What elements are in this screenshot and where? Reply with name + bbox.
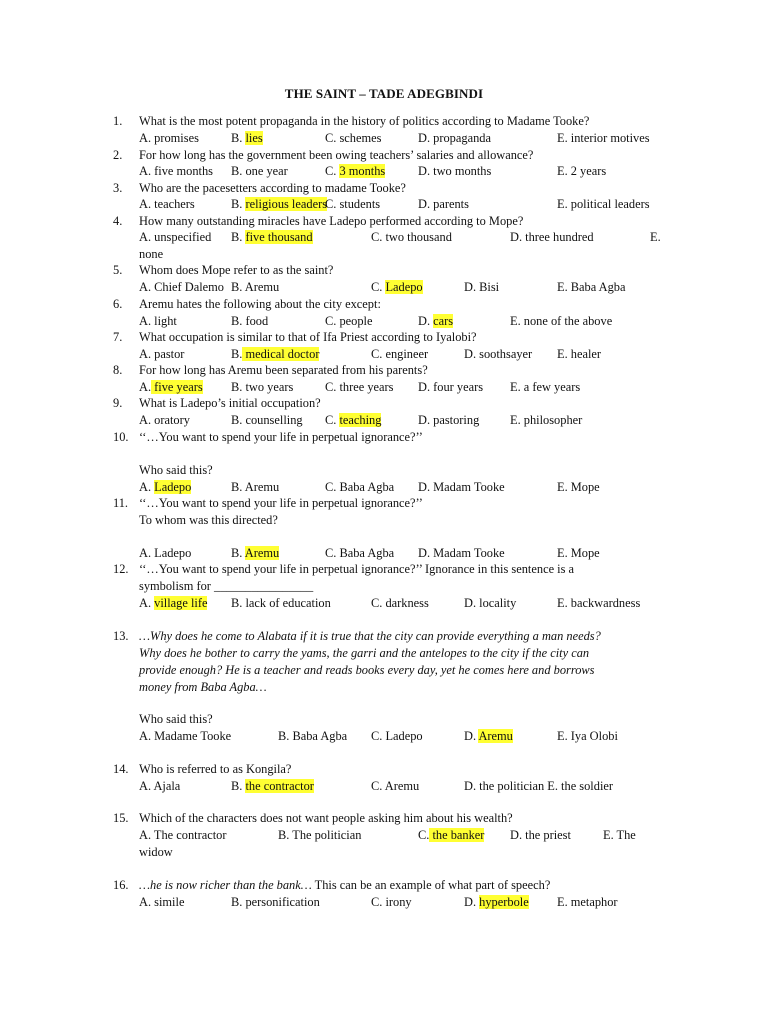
option-letter: B. — [231, 480, 245, 494]
question-text — [139, 761, 291, 777]
question-prompt: Who said this? — [139, 712, 213, 726]
answer-option — [464, 595, 516, 611]
option-text: simile — [154, 895, 185, 909]
answer-option — [231, 313, 268, 329]
option-text: two thousand — [385, 230, 452, 244]
question-text — [139, 395, 321, 411]
question-number: 2. — [113, 148, 123, 162]
answer-option — [139, 595, 207, 611]
option-letter: B. — [278, 828, 293, 842]
answer-option — [278, 728, 347, 744]
question-text-content: ‘‘…You want to spend your life in perpetual ignorance?’’ — [139, 430, 423, 444]
question-text — [139, 296, 381, 312]
question-number: 16. — [113, 878, 129, 892]
answer-option — [231, 412, 303, 428]
answer-option — [464, 279, 499, 295]
option-letter: A. — [139, 729, 155, 743]
option-letter: D. — [418, 314, 434, 328]
option-text: people — [339, 314, 373, 328]
option-letter: C. — [371, 280, 386, 294]
highlighted-answer: teaching — [339, 413, 382, 427]
option-text: the priest — [525, 828, 571, 842]
answer-option — [139, 229, 211, 245]
answer-option — [139, 279, 224, 295]
answer-option — [510, 827, 571, 843]
question-number: 14. — [113, 762, 129, 776]
option-letter: D. — [510, 230, 526, 244]
option-letter: A. — [139, 347, 155, 361]
option-text: The contractor — [153, 828, 227, 842]
answer-option — [231, 163, 288, 179]
option-letter: C. — [325, 546, 340, 560]
question-number: 9. — [113, 396, 123, 410]
highlighted-answer: Ladepo — [154, 480, 192, 494]
option-text: Aremu — [384, 779, 420, 793]
option-letter: B. — [231, 280, 245, 294]
answer-option — [139, 412, 190, 428]
highlighted-answer: Aremu — [478, 729, 513, 743]
answer-option — [650, 229, 661, 245]
option-text: Madame Tooke — [154, 729, 232, 743]
answer-option — [231, 196, 327, 212]
option-letter: B. — [231, 347, 243, 361]
highlighted-answer: cars — [433, 314, 454, 328]
option-letter: D. — [510, 828, 526, 842]
question-text-content: ‘‘…You want to spend your life in perpetual ignorance?’’ — [139, 496, 423, 510]
option-text: schemes — [339, 131, 382, 145]
answer-option — [603, 827, 636, 843]
answer-option — [557, 346, 601, 362]
question-number: 11. — [113, 496, 129, 510]
question-text-content: For how long has the government been owing teachers’ salaries and allowance? — [139, 148, 534, 162]
highlighted-answer: the banker — [429, 828, 485, 842]
question-text-continued: symbolism for ________________ — [139, 579, 314, 593]
option-text: light — [154, 314, 177, 328]
option-letter: C. — [371, 779, 385, 793]
option-letter: D. — [464, 347, 480, 361]
option-letter: A. — [139, 413, 155, 427]
answer-option — [139, 346, 184, 362]
option-letter: B. — [231, 895, 246, 909]
option-text: soothsayer — [479, 347, 533, 361]
option-text: oratory — [154, 413, 190, 427]
option-text: philosopher — [523, 413, 583, 427]
option-text: the politician E. the soldier — [479, 779, 614, 793]
question-text — [139, 810, 513, 826]
answer-option — [231, 545, 279, 561]
option-text: The — [616, 828, 636, 842]
option-text: two years — [245, 380, 294, 394]
option-text: propaganda — [433, 131, 491, 145]
answer-option — [464, 778, 613, 794]
question-text-content: ‘‘…You want to spend your life in perpetual ignorance?’’ Ignorance in this sentence is a — [139, 562, 575, 576]
option-letter: C. — [325, 131, 340, 145]
answer-option — [557, 163, 606, 179]
option-text: three hundred — [525, 230, 594, 244]
option-letter: B. — [231, 197, 246, 211]
option-text: one year — [245, 164, 288, 178]
option-text: pastoring — [433, 413, 480, 427]
option-letter: E. — [650, 230, 661, 244]
question-text-content: Which of the characters does not want people asking him about his wealth? — [139, 811, 513, 825]
option-text: healer — [570, 347, 602, 361]
question-text-content: How many outstanding miracles have Ladepo performed according to Mope? — [139, 214, 524, 228]
option-letter: A. — [139, 314, 155, 328]
option-text-wrapped: widow — [139, 845, 173, 859]
answer-option — [371, 894, 412, 910]
option-letter: B. — [231, 314, 246, 328]
answer-option — [557, 279, 625, 295]
answer-option — [139, 728, 231, 744]
question-number: 7. — [113, 330, 123, 344]
answer-option — [139, 196, 195, 212]
option-letter: A. — [139, 895, 155, 909]
page-title: THE SAINT – TADE ADEGBINDI — [284, 86, 484, 101]
question-passage-line: provide enough? He is a teacher and reads books every day, yet he comes here and borrows — [139, 663, 595, 677]
question-text — [139, 362, 428, 378]
question-text — [139, 495, 423, 511]
answer-option — [231, 595, 331, 611]
answer-option — [325, 313, 373, 329]
option-letter: C. — [371, 596, 386, 610]
answer-option — [325, 163, 385, 179]
option-letter: C. — [325, 164, 340, 178]
option-letter: D. — [418, 546, 434, 560]
option-letter: D. — [464, 729, 479, 743]
answer-option — [464, 346, 532, 362]
option-letter: C. — [371, 895, 386, 909]
option-text: Chief Dalemo — [154, 280, 225, 294]
question-quote: …he is now richer than the bank… — [139, 878, 312, 892]
answer-option — [139, 163, 213, 179]
option-text: Aremu — [244, 480, 280, 494]
option-letter: C. — [325, 380, 340, 394]
question-text-content: What is Ladepo’s initial occupation? — [139, 396, 321, 410]
option-letter: C. — [325, 480, 340, 494]
answer-option — [139, 894, 184, 910]
option-letter: E. — [557, 480, 571, 494]
option-letter: C. — [325, 197, 340, 211]
option-letter: B. — [231, 779, 246, 793]
answer-option — [325, 479, 394, 495]
option-text: personification — [245, 895, 320, 909]
question-text-content: Whom does Mope refer to as the saint? — [139, 263, 334, 277]
question-text — [139, 213, 523, 229]
option-text: backwardness — [570, 596, 641, 610]
highlighted-answer: hyperbole — [479, 895, 529, 909]
question-text-content: Who are the pacesetters according to madame Tooke? — [139, 181, 406, 195]
question-number: 12. — [113, 562, 129, 576]
option-letter: D. — [418, 197, 434, 211]
option-text: Madam Tooke — [433, 480, 505, 494]
option-letter: E. — [510, 413, 524, 427]
answer-option — [371, 279, 423, 295]
answer-option — [418, 479, 505, 495]
question-text-content: Who is referred to as Kongila? — [139, 762, 292, 776]
question-prompt: Who said this? — [139, 463, 213, 477]
option-letter: E. — [557, 729, 571, 743]
question-text-content: For how long has Aremu been separated from his parents? — [139, 363, 428, 377]
option-text: three years — [339, 380, 394, 394]
option-letter: D. — [418, 480, 434, 494]
option-text: Baba Agba — [339, 546, 395, 560]
answer-option — [557, 130, 650, 146]
question-number: 8. — [113, 363, 123, 377]
option-letter: C. — [418, 828, 430, 842]
answer-option — [325, 545, 394, 561]
option-letter: D. — [464, 779, 480, 793]
answer-option — [557, 728, 618, 744]
answer-option — [418, 827, 484, 843]
question-number: 15. — [113, 811, 129, 825]
option-letter: A. — [139, 480, 155, 494]
option-text: irony — [385, 895, 412, 909]
answer-option — [371, 229, 452, 245]
option-letter: A. — [139, 828, 154, 842]
question-number: 13. — [113, 629, 129, 643]
option-letter: A. — [139, 230, 155, 244]
answer-option — [231, 346, 319, 362]
option-text: Baba Agba — [339, 480, 395, 494]
answer-option — [231, 479, 279, 495]
option-letter: B. — [231, 230, 246, 244]
answer-option — [325, 130, 381, 146]
question-text — [139, 329, 477, 345]
option-text: four years — [433, 380, 484, 394]
option-text: promises — [154, 131, 199, 145]
option-text-wrapped: none — [139, 247, 164, 261]
option-text: five months — [154, 164, 214, 178]
option-letter: A. — [139, 546, 155, 560]
answer-option — [231, 379, 293, 395]
option-text: Aremu — [244, 280, 280, 294]
answer-option — [371, 778, 419, 794]
option-letter: B. — [231, 131, 246, 145]
option-letter: A. — [139, 197, 155, 211]
option-letter: B. — [231, 380, 246, 394]
answer-option — [325, 196, 380, 212]
option-text: counselling — [245, 413, 303, 427]
option-letter: D. — [418, 380, 434, 394]
option-letter: E. — [557, 280, 571, 294]
option-letter: E. — [557, 895, 571, 909]
option-letter: B. — [231, 164, 246, 178]
answer-option — [557, 479, 600, 495]
highlighted-answer: Aremu — [244, 546, 280, 560]
answer-option — [418, 545, 505, 561]
option-letter: A. — [139, 164, 155, 178]
answer-option — [510, 379, 580, 395]
answer-option — [139, 379, 203, 395]
question-text — [139, 877, 550, 893]
answer-option — [278, 827, 361, 843]
answer-option — [139, 827, 227, 843]
answer-option — [418, 163, 491, 179]
option-text: Baba Agba — [292, 729, 348, 743]
question-passage-line: money from Baba Agba… — [139, 680, 267, 694]
answer-option — [231, 130, 263, 146]
question-text — [139, 561, 574, 577]
option-letter: D. — [464, 895, 480, 909]
answer-option — [325, 412, 381, 428]
answer-option — [139, 479, 191, 495]
answer-option — [418, 313, 453, 329]
highlighted-answer: medical doctor — [242, 347, 320, 361]
option-text: 2 years — [570, 164, 607, 178]
option-text: Baba Agba — [570, 280, 626, 294]
question-number: 1. — [113, 114, 123, 128]
answer-option — [557, 196, 650, 212]
highlighted-answer: Ladepo — [385, 280, 423, 294]
option-letter: C. — [371, 347, 386, 361]
question-prompt: To whom was this directed? — [139, 513, 278, 527]
question-text-content: What occupation is similar to that of Ifa Priest according to Iyalobi? — [139, 330, 477, 344]
option-letter: B. — [231, 596, 246, 610]
answer-option — [231, 229, 313, 245]
option-text: Madam Tooke — [433, 546, 505, 560]
answer-option — [325, 379, 393, 395]
option-text: none of the above — [523, 314, 613, 328]
question-text — [139, 113, 589, 129]
question-text — [139, 429, 423, 445]
option-letter: B. — [231, 413, 246, 427]
question-number: 10. — [113, 430, 129, 444]
answer-option — [371, 346, 428, 362]
answer-option — [418, 412, 479, 428]
answer-option — [418, 379, 483, 395]
option-text: political leaders — [570, 197, 650, 211]
question-text-content: What is the most potent propaganda in the history of politics according to Madame Tooke? — [139, 114, 590, 128]
answer-option — [557, 894, 618, 910]
option-letter: D. — [418, 413, 434, 427]
question-number: 4. — [113, 214, 123, 228]
option-text: food — [245, 314, 269, 328]
option-text: Mope — [570, 546, 600, 560]
option-text: darkness — [385, 596, 429, 610]
option-text: a few years — [523, 380, 581, 394]
highlighted-answer: religious leaders — [245, 197, 328, 211]
question-passage-line: …Why does he come to Alabata if it is true that the city can provide everything a man needs? — [139, 629, 601, 643]
highlighted-answer: five thousand — [245, 230, 313, 244]
answer-option — [510, 313, 612, 329]
option-letter: E. — [557, 596, 571, 610]
option-letter: A. — [139, 131, 155, 145]
option-letter: A. — [139, 596, 155, 610]
option-text: unspecified — [154, 230, 212, 244]
question-text — [139, 180, 406, 196]
option-text: students — [339, 197, 381, 211]
option-text: lack of education — [245, 596, 331, 610]
option-text: Bisi — [479, 280, 500, 294]
question-passage-line: Why does he bother to carry the yams, the garri and the antelopes to the city if the city can — [139, 646, 590, 660]
answer-option — [139, 313, 177, 329]
option-letter: C. — [325, 413, 340, 427]
option-letter: D. — [464, 280, 480, 294]
option-text: Ladepo — [154, 546, 192, 560]
question-text-content: Aremu hates the following about the city except: — [139, 297, 381, 311]
answer-option — [464, 894, 529, 910]
answer-option — [231, 778, 314, 794]
answer-option — [371, 728, 423, 744]
option-text: interior motives — [570, 131, 650, 145]
option-text: engineer — [385, 347, 429, 361]
option-letter: B. — [231, 546, 245, 560]
answer-option — [139, 545, 191, 561]
option-letter: E. — [557, 347, 571, 361]
option-letter: A. — [139, 280, 155, 294]
answer-option — [418, 196, 469, 212]
highlighted-answer: the contractor — [245, 779, 314, 793]
option-text: Ajala — [153, 779, 181, 793]
option-text: locality — [479, 596, 517, 610]
option-text: parents — [433, 197, 469, 211]
question-text-content: This can be an example of what part of speech? — [311, 878, 551, 892]
option-text: metaphor — [570, 895, 618, 909]
answer-option — [231, 894, 320, 910]
highlighted-answer: lies — [245, 131, 263, 145]
option-letter: E. — [603, 828, 617, 842]
answer-option — [231, 279, 279, 295]
option-letter: B. — [278, 729, 293, 743]
option-text: Ladepo — [385, 729, 423, 743]
answer-option — [557, 545, 600, 561]
answer-option — [510, 412, 582, 428]
answer-option — [418, 130, 491, 146]
option-letter: A. — [139, 380, 152, 394]
option-text: The politician — [292, 828, 362, 842]
answer-option — [139, 778, 180, 794]
highlighted-answer: 3 months — [339, 164, 386, 178]
option-text: two months — [433, 164, 492, 178]
question-text — [139, 147, 533, 163]
option-letter: D. — [418, 131, 434, 145]
answer-option — [464, 728, 513, 744]
option-letter: A. — [139, 779, 154, 793]
option-text: teachers — [154, 197, 195, 211]
option-letter: E. — [557, 164, 571, 178]
option-text: pastor — [154, 347, 185, 361]
question-number: 3. — [113, 181, 123, 195]
option-letter: C. — [371, 729, 386, 743]
question-text — [139, 262, 333, 278]
answer-option — [139, 130, 199, 146]
option-letter: C. — [325, 314, 340, 328]
answer-option — [557, 595, 640, 611]
option-letter: E. — [510, 314, 524, 328]
option-letter: E. — [557, 131, 571, 145]
question-number: 6. — [113, 297, 123, 311]
highlighted-answer: village life — [154, 596, 208, 610]
answer-option — [510, 229, 594, 245]
option-letter: E. — [510, 380, 524, 394]
option-letter: E. — [557, 197, 571, 211]
option-text: Iya Olobi — [570, 729, 618, 743]
option-letter: C. — [371, 230, 386, 244]
option-letter: E. — [557, 546, 571, 560]
highlighted-answer: five years — [151, 380, 203, 394]
option-text: Mope — [570, 480, 600, 494]
question-number: 5. — [113, 263, 123, 277]
option-letter: D. — [418, 164, 434, 178]
answer-option — [371, 595, 429, 611]
option-letter: D. — [464, 596, 480, 610]
